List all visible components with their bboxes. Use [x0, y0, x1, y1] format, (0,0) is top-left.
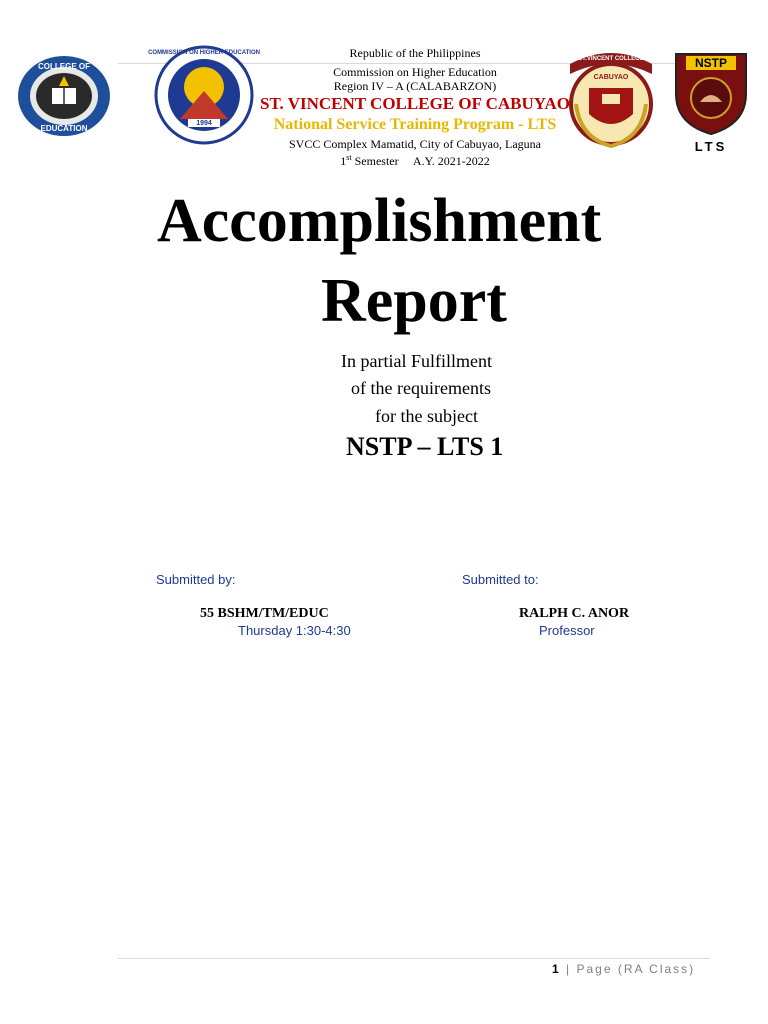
submitted-to-label: Submitted to: — [462, 572, 539, 587]
svcc-seal-icon — [562, 44, 660, 152]
header-address: SVCC Complex Mamatid, City of Cabuyao, Laguna — [289, 137, 541, 151]
header-program-name: National Service Training Program - LTS — [273, 116, 557, 133]
svg-text:CABUYAO: CABUYAO — [593, 74, 629, 81]
header-commission: Commission on Higher Education — [333, 65, 497, 79]
purpose-line2: of the requirements — [351, 378, 491, 398]
svg-text:ST.VINCENT COLLEGE: ST.VINCENT COLLEGE — [578, 56, 644, 62]
college-of-education-seal-icon — [16, 54, 112, 138]
purpose-line1: In partial Fulfillment — [341, 351, 492, 371]
svg-text:COMMISSION ON HIGHER EDUCATION: COMMISSION ON HIGHER EDUCATION — [148, 50, 260, 56]
submitted-to-name: RALPH C. ANOR — [519, 606, 630, 621]
svg-text:1994: 1994 — [196, 120, 212, 127]
header-republic: Republic of the Philippines — [349, 46, 481, 60]
header-school-name: ST. VINCENT COLLEGE OF CABUYAO — [259, 94, 570, 113]
footer-page-label: 1 | Page (RA Class) — [552, 962, 696, 976]
report-title-line2: Report — [321, 267, 507, 335]
footer-rule — [118, 958, 710, 959]
header-semester: 1st Semester A.Y. 2021-2022 — [340, 153, 490, 168]
subject-name: NSTP – LTS 1 — [346, 432, 504, 461]
submitted-by-schedule: Thursday 1:30-4:30 — [238, 623, 351, 638]
purpose-line3: for the subject — [375, 406, 478, 426]
submitted-by-label: Submitted by: — [156, 572, 236, 587]
header-region: Region IV – A (CALABARZON) — [333, 79, 497, 93]
svg-text:EDUCATION: EDUCATION — [40, 124, 88, 133]
ched-seal-icon — [148, 43, 260, 147]
nstp-lts-badge-icon — [672, 50, 750, 156]
svg-text:COLLEGE OF: COLLEGE OF — [38, 62, 90, 71]
svg-text:LTS: LTS — [694, 139, 728, 154]
submitted-to-role: Professor — [539, 623, 595, 638]
svg-text:NSTP: NSTP — [694, 56, 728, 70]
report-title-line1: Accomplishment — [157, 187, 602, 255]
submitted-by-name: 55 BSHM/TM/EDUC — [200, 606, 329, 621]
